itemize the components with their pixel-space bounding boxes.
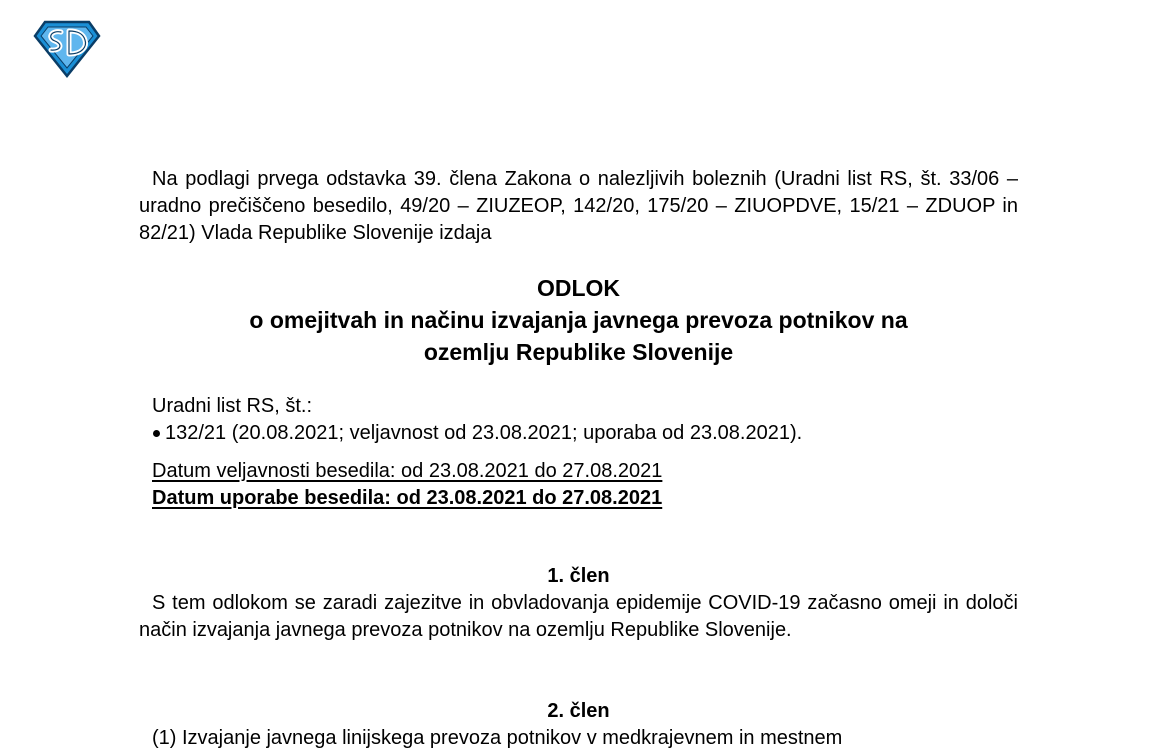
article-1-body: S tem odlokom se zaradi zajezitve in obvladovanja epidemije COVID-19 začasno omeji in določi način izvajanja javnega prevoza potnikov na ozemlju Republike Slovenije. bbox=[139, 592, 1018, 641]
sd-diamond-logo bbox=[31, 18, 103, 78]
gazette-entry[interactable]: 132/21 (20.08.2021; veljavnost od 23.08.2021; uporaba od 23.08.2021). bbox=[165, 422, 803, 444]
article-2-title: 2. člen bbox=[547, 700, 610, 722]
title-line-3: ozemlju Republike Slovenije bbox=[423, 339, 734, 365]
application-date-link[interactable]: Datum uporabe besedila: od 23.08.2021 do 27.08.2021 bbox=[152, 487, 663, 509]
title-line-2: o omejitvah in načinu izvajanja javnega prevoza potnikov na bbox=[249, 307, 908, 333]
document-title bbox=[139, 272, 1018, 368]
preamble-paragraph: Na podlagi prvega odstavka 39. člena Zakona o nalezljivih boleznih (Uradni list RS, št. 33/06 – uradno prečiščeno besedilo, 49/20 – ZIUZEOP, 142/20, 175/20 – ZIUOPDVE, 15/21 – ZDUOP in 82/21) Vlada Republike Slovenije izdaja bbox=[139, 168, 1018, 244]
validity-date-link[interactable]: Datum veljavnosti besedila: od 23.08.2021 do 27.08.2021 bbox=[152, 460, 663, 482]
gazette-entry-item bbox=[152, 420, 1031, 447]
article-2-body: (1) Izvajanje javnega linijskega prevoza potnikov v medkrajevnem in mestnem bbox=[152, 727, 843, 749]
gazette-info bbox=[152, 393, 1031, 447]
text-dates bbox=[152, 458, 1031, 512]
gazette-label: Uradni list RS, št.: bbox=[152, 395, 313, 417]
article-1-title: 1. člen bbox=[547, 565, 610, 587]
title-line-1: ODLOK bbox=[536, 275, 621, 301]
bullet-icon bbox=[153, 430, 160, 437]
